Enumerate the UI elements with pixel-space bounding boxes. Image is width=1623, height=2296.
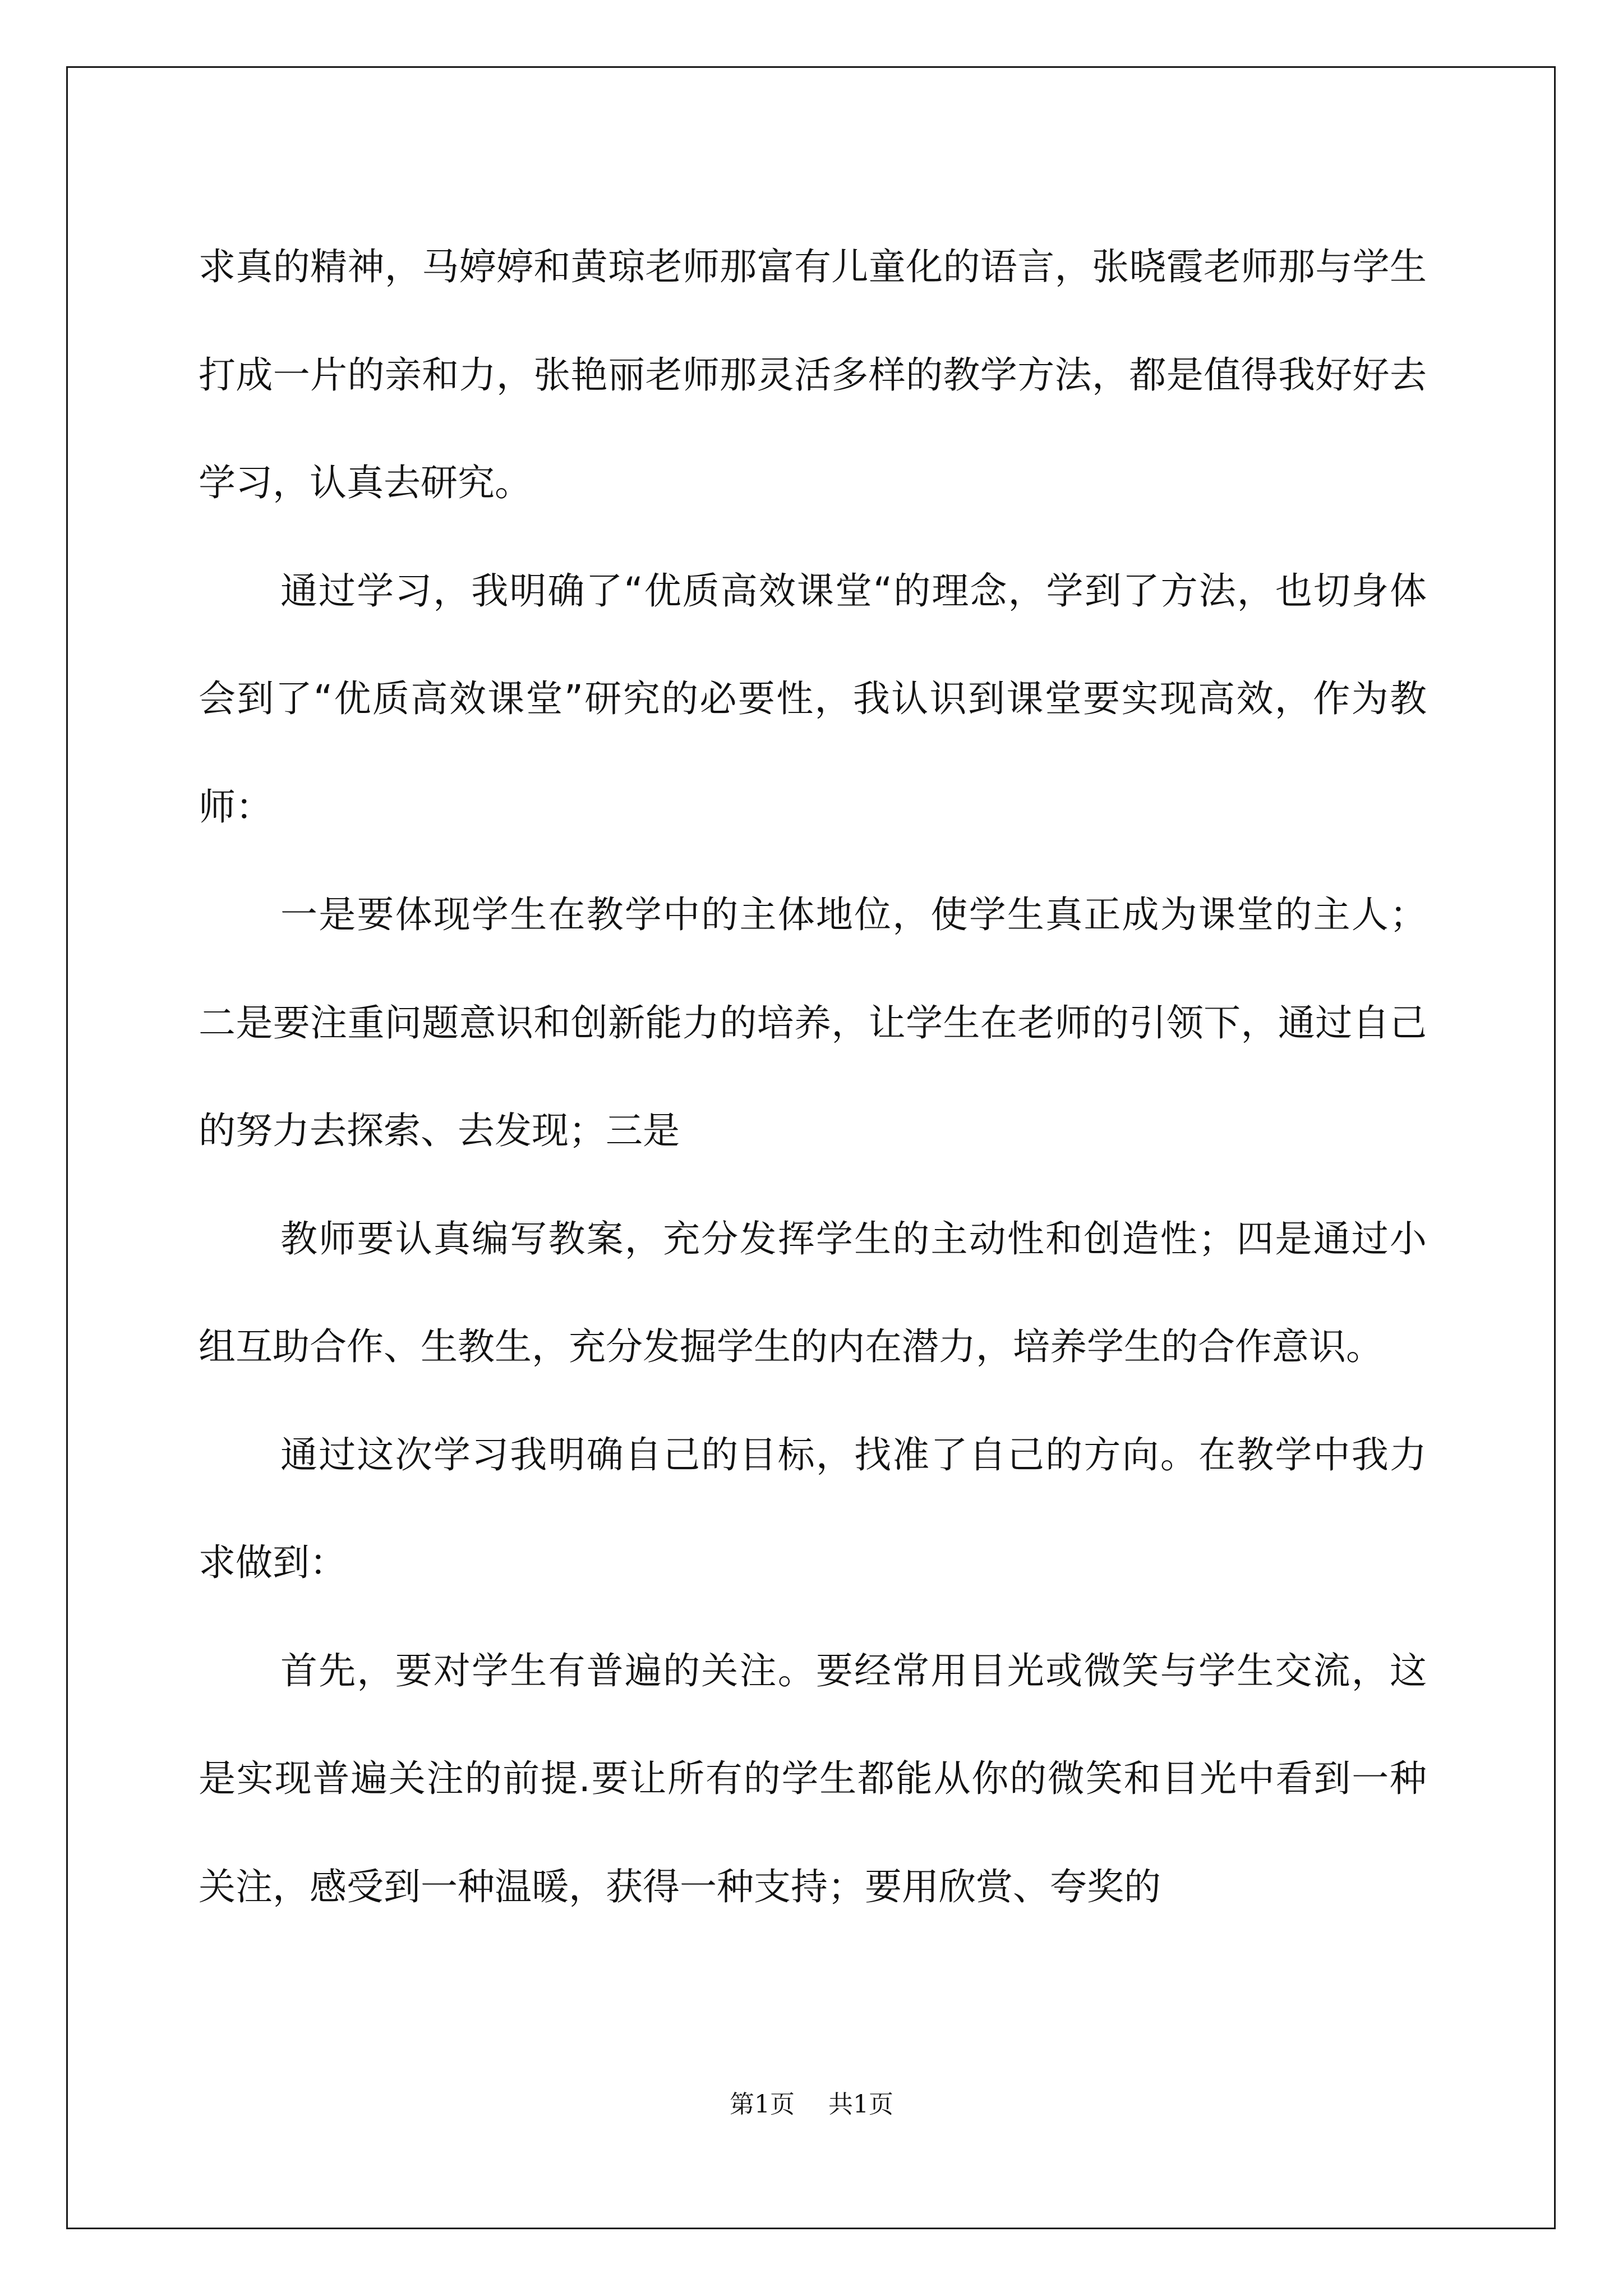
paragraph-3: 一是要体现学生在教学中的主体地位，使学生真正成为课堂的主人；二是要注重问题意识和创新能力的培养，让学生在老师的引领下，通过自己的努力去探索、去发现；三是 [199,893,1427,1152]
paragraph-4: 教师要认真编写教案，充分发挥学生的主动性和创造性；四是通过小组互助合作、生教生，充分发掘学生的内在潜力，培养学生的合作意识。 [199,1217,1427,1368]
paragraph-2: 通过学习，我明确了“优质高效课堂“的理念，学到了方法，也切身体会到了“优质高效课堂”研究的必要性，我认识到课堂要实现高效，作为教师： [199,569,1427,829]
paragraph-1: 求真的精神，马婷婷和黄琼老师那富有儿童化的语言，张晓霞老师那与学生打成一片的亲和力，张艳丽老师那灵活多样的教学方法，都是值得我好好去学习，认真去研究。 [199,245,1427,504]
page-footer [0,2084,1623,2120]
page-number: 第1页 [730,2090,795,2119]
page-total: 共1页 [828,2090,893,2119]
paragraph-6: 首先，要对学生有普遍的关注。要经常用目光或微笑与学生交流，这是实现普遍关注的前提.要让所有的学生都能从你的微笑和目光中看到一种关注，感受到一种温暖，获得一种支持；要用欣赏、夸奖的 [199,1649,1427,1908]
paragraph-5: 通过这次学习我明确自己的目标，找准了自己的方向。在教学中我力求做到： [199,1433,1427,1584]
document-body [199,213,1427,1941]
